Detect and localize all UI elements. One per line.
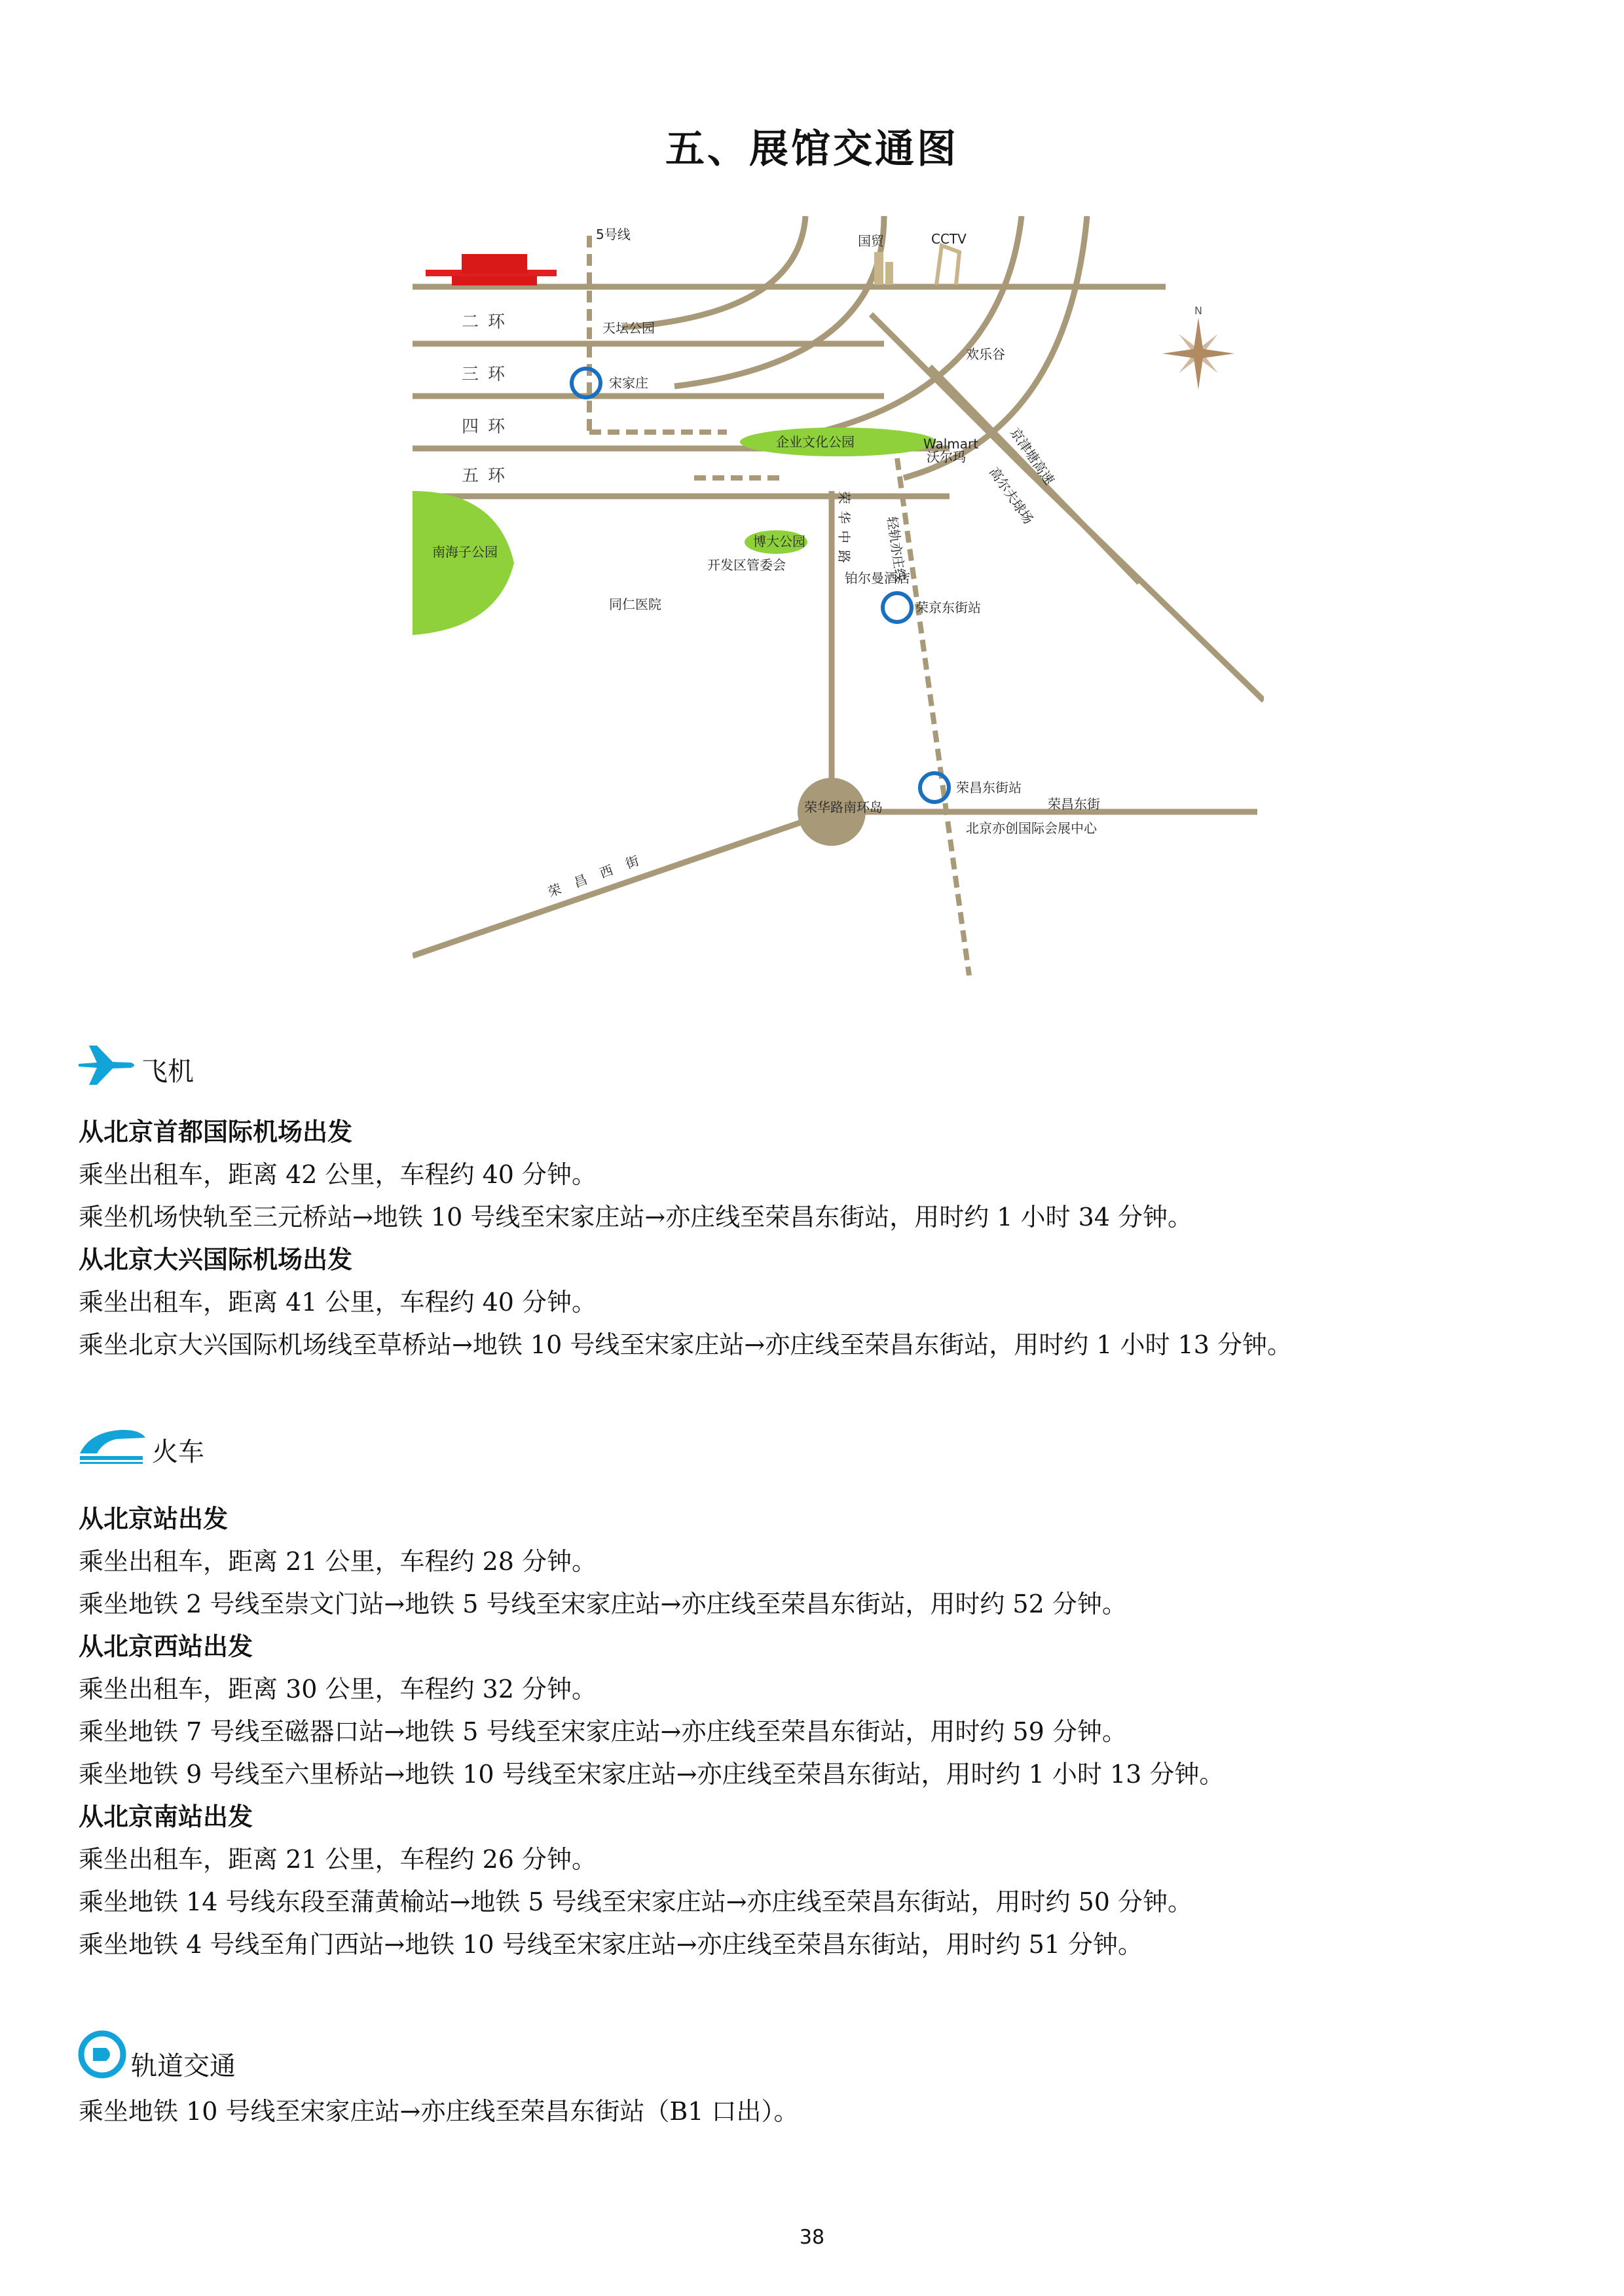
capital-line-2: 乘坐机场快轨至三元桥站→地铁 10 号线至宋家庄站→亦庄线至荣昌东街站，用时约 1 小时 34 分钟。 (79, 1203, 1193, 1231)
daxing-line-1: 乘坐出租车，距离 41 公里，车程约 40 分钟。 (79, 1288, 597, 1317)
label-expo-center: 北京亦创国际会展中心 (966, 820, 1097, 836)
label-hotel: 铂尔曼酒店 (845, 570, 910, 586)
train-content (79, 1498, 1224, 1966)
plane-label: 飞机 (141, 1057, 194, 1087)
rail-content (79, 2090, 799, 2133)
label-rongchang-station: 荣昌东街站 (956, 780, 1022, 795)
rail-line-1: 乘坐地铁 10 号线至宋家庄站→亦庄线至荣昌东街站（B1 口出）。 (79, 2097, 799, 2126)
train-section-head (77, 1427, 204, 1465)
label-gaoerfu: 高尔夫球场 (986, 464, 1037, 527)
subway-logo-icon (77, 2030, 127, 2079)
south-station-heading: 从北京南站出发 (79, 1802, 253, 1831)
label-line5: 5号线 (596, 227, 631, 242)
label-rongchang-west: 荣昌西街 (545, 847, 655, 900)
west-station-line-2: 乘坐地铁 7 号线至磁器口站→地铁 5 号线至宋家庄站→亦庄线至荣昌东街站，用时约 59 分钟。 (79, 1717, 1127, 1746)
label-songjiazhuang: 宋家庄 (609, 375, 648, 391)
train-label: 火车 (152, 1437, 204, 1467)
label-roundabout: 荣华路南环岛 (804, 799, 883, 815)
beijing-station-line-2: 乘坐地铁 2 号线至崇文门站→地铁 5 号线至宋家庄站→亦庄线至荣昌东街站，用时约 52 分钟。 (79, 1590, 1127, 1618)
svg-text:N: N (1194, 304, 1202, 317)
beijing-station-line-1: 乘坐出租车，距离 21 公里，车程约 28 分钟。 (79, 1547, 597, 1576)
traffic-map (413, 216, 1264, 975)
label-ring3: 三环 (462, 365, 515, 384)
west-station-line-3: 乘坐地铁 9 号线至六里桥站→地铁 10 号线至宋家庄站→亦庄线至荣昌东街站，用时约 1 小时 13 分钟。 (79, 1760, 1225, 1789)
label-qiye-park: 企业文化公园 (776, 434, 855, 450)
label-kaifaqu: 开发区管委会 (707, 557, 786, 573)
label-rongjing-station: 荣京东街站 (915, 600, 981, 615)
daxing-heading: 从北京大兴国际机场出发 (79, 1245, 353, 1274)
label-nanhaizi: 南海子公园 (432, 544, 498, 560)
airplane-icon (77, 1044, 138, 1085)
label-cctv: CCTV (931, 231, 967, 247)
west-station-heading: 从北京西站出发 (79, 1632, 253, 1661)
label-walmart-cn: 沃尔玛 (927, 449, 966, 465)
south-station-line-3: 乘坐地铁 4 号线至角门西站→地铁 10 号线至宋家庄站→亦庄线至荣昌东街站，用时约 51 分钟。 (79, 1930, 1143, 1959)
rail-section-head (77, 2030, 236, 2079)
label-boda: 博大公园 (753, 534, 805, 549)
train-icon (77, 1427, 148, 1465)
label-guomao: 国贸 (858, 233, 884, 249)
daxing-line-2: 乘坐北京大兴国际机场线至草桥站→地铁 10 号线至宋家庄站→亦庄线至荣昌东街站，用时约 1 小时 13 分钟。 (79, 1330, 1293, 1359)
page-number: 38 (799, 2226, 825, 2249)
label-walmart: Walmart (923, 436, 979, 452)
plane-content (79, 1111, 1292, 1366)
capital-heading: 从北京首都国际机场出发 (79, 1118, 353, 1146)
west-station-line-1: 乘坐出租车，距离 30 公里，车程约 32 分钟。 (79, 1675, 597, 1704)
south-station-line-1: 乘坐出租车，距离 21 公里，车程约 26 分钟。 (79, 1845, 597, 1874)
label-yizhuang-line: 轻轨亦庄线 (884, 515, 909, 583)
label-tongren: 同仁医院 (609, 596, 661, 612)
rail-label: 轨道交通 (131, 2051, 236, 2081)
label-tiantan: 天坛公园 (602, 320, 655, 336)
plane-section-head (77, 1044, 194, 1085)
page-title: 五、展馆交通图 (665, 126, 959, 172)
label-rongchang-street: 荣昌东街 (1048, 796, 1100, 812)
label-huanlegu: 欢乐谷 (966, 346, 1005, 362)
label-ring2: 二环 (462, 312, 515, 332)
label-ring4: 四环 (462, 417, 515, 437)
label-jingjintang: 京津塘高速 (1006, 425, 1058, 488)
south-station-line-2: 乘坐地铁 14 号线东段至蒲黄榆站→地铁 5 号线至宋家庄站→亦庄线至荣昌东街站，用时约 50 分钟。 (79, 1887, 1193, 1916)
capital-line-1: 乘坐出租车，距离 42 公里，车程约 40 分钟。 (79, 1160, 597, 1189)
label-ring5: 五环 (462, 466, 515, 486)
label-ronghua: 荣华中路 (836, 491, 852, 570)
beijing-station-heading: 从北京站出发 (79, 1504, 229, 1533)
